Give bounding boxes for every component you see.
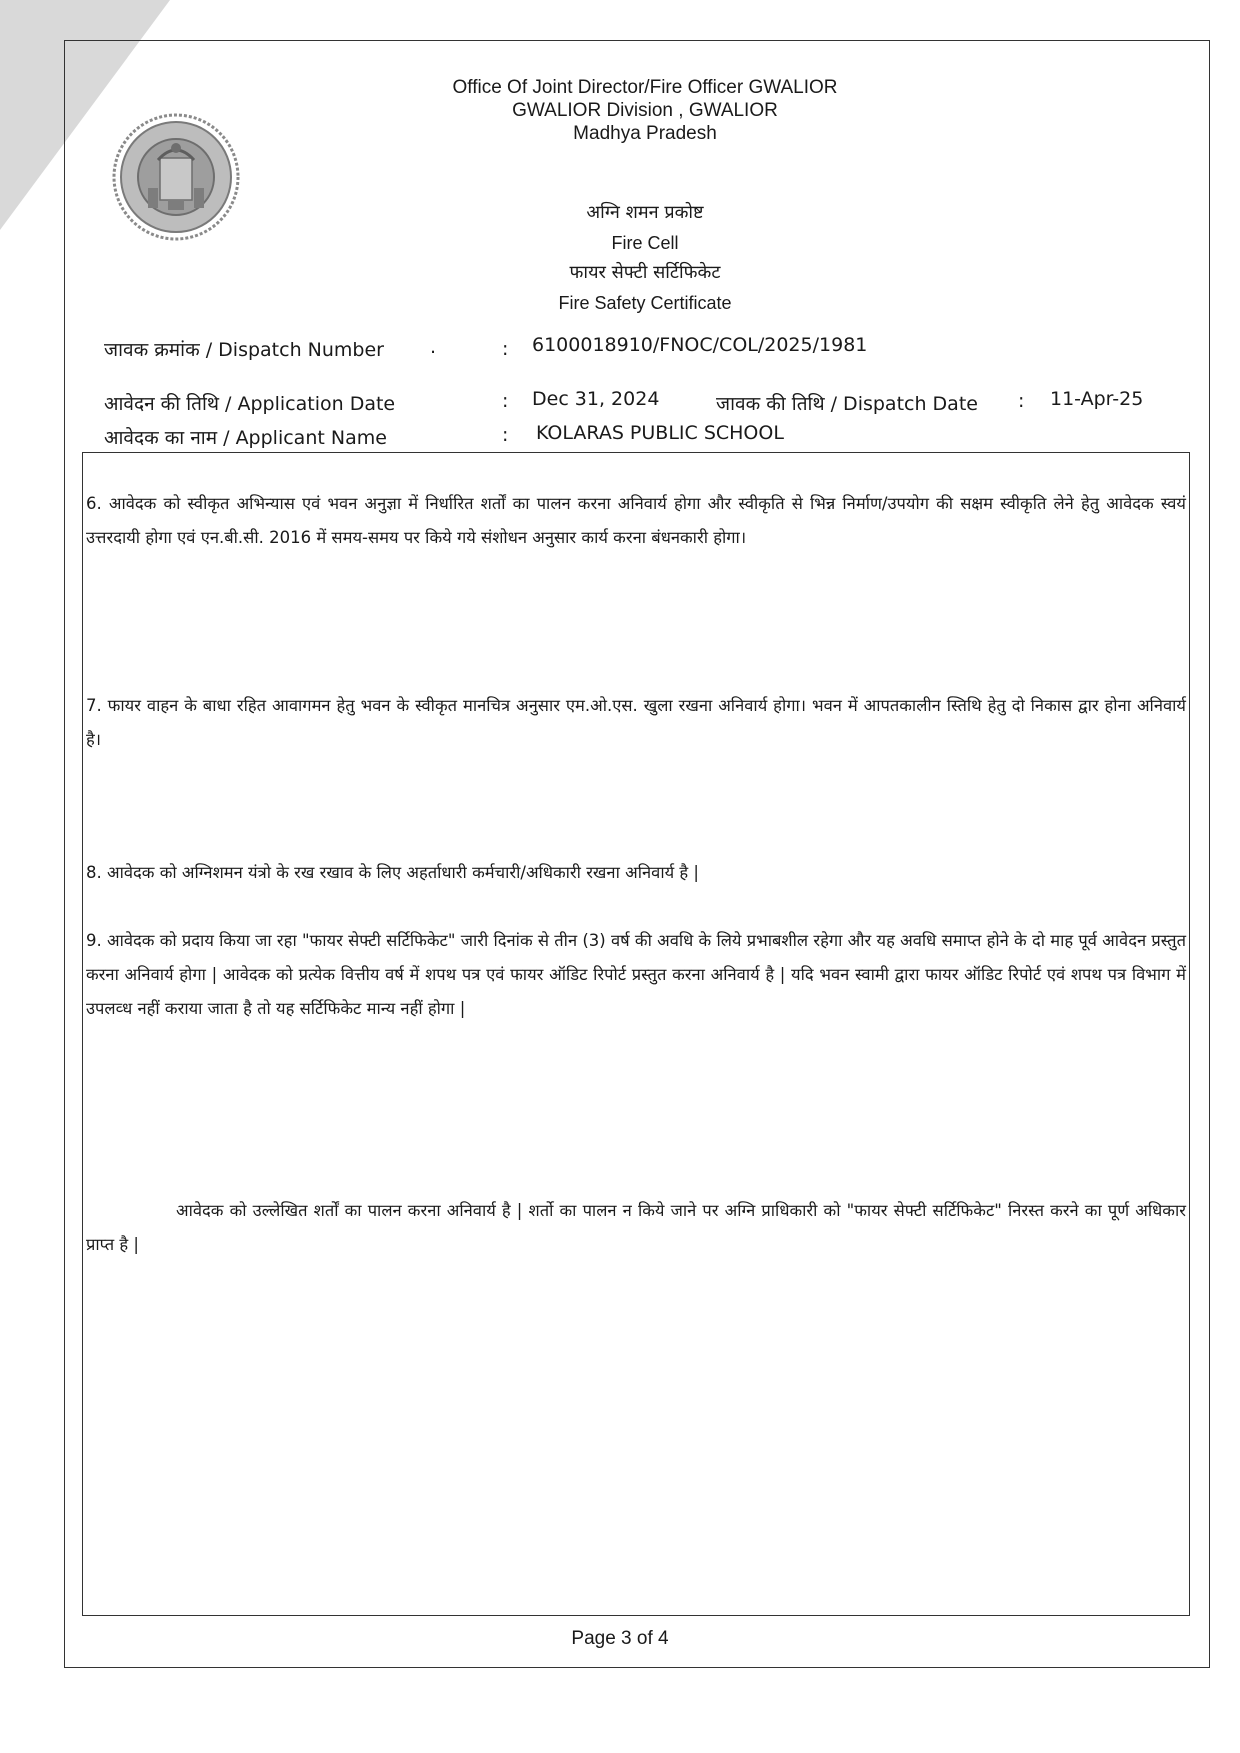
applicant-name-label: आवेदक का नाम / Applicant Name	[104, 427, 387, 449]
dispatch-number-value: 6100018910/FNOC/COL/2025/1981	[532, 334, 868, 356]
fire-cell-english: Fire Cell	[611, 233, 679, 253]
applicant-name-colon: :	[502, 424, 509, 446]
application-date-label: आवेदन की तिथि / Application Date	[104, 393, 396, 415]
dispatch-number-label: जावक क्रमांक / Dispatch Number	[104, 339, 384, 361]
issuing-office-header	[395, 76, 895, 145]
conditions-box	[82, 452, 1190, 1616]
dispatch-date-label: जावक की तिथि / Dispatch Date	[716, 393, 978, 415]
application-date-value: Dec 31, 2024	[532, 388, 660, 410]
application-date-colon: :	[502, 390, 509, 412]
dispatch-number-dot: .	[430, 336, 437, 358]
certificate-title-hindi: फायर सेफ्टी सर्टिफिकेट	[569, 262, 721, 283]
page-number: Page 3 of 4	[571, 1628, 669, 1649]
state-title: Madhya Pradesh	[573, 123, 717, 144]
closing-note: आवेदक को उल्लेखित शर्तों का पालन करना अनिवार्य है | शर्तो का पालन न किये जाने पर अग्नि प्राधिकारी को "फायर सेफ्टी सर्टिफिकेट" निरस्त करने का पूर्ण अधिकार प्राप्त है |	[86, 1201, 1186, 1254]
dispatch-date-value: 11-Apr-25	[1050, 388, 1144, 410]
certificate-title-english: Fire Safety Certificate	[558, 293, 732, 313]
certificate-heading	[445, 198, 845, 318]
office-title: Office Of Joint Director/Fire Officer GWALIOR	[452, 77, 838, 98]
condition-clause-7: 7. फायर वाहन के बाधा रहित आवागमन हेतु भवन के स्वीकृत मानचित्र अनुसार एम.ओ.एस. खुला रखना अनिवार्य होगा। भवन में आपतकालीन स्तिथि हेतु दो निकास द्वार होना अनिवार्य है।	[86, 696, 1186, 749]
condition-clause-9: 9. आवेदक को प्रदाय किया जा रहा "फायर सेफ्टी सर्टिफिकेट" जारी दिनांक से तीन (3) वर्ष की अवधि के लिये प्रभाबशील रहेगा और यह अवधि समाप्त होने के दो माह पूर्व आवेदन प्रस्तुत करना अनिवार्य होगा | आवेदक को प्रत्येक वित्तीय वर्ष में शपथ पत्र एवं फायर ऑडिट रिपोर्ट प्रस्तुत करना अनिवार्य है | यदि भवन स्वामी द्वारा फायर ऑडिट रिपोर्ट एवं शपथ पत्र विभाग में उपलव्ध नहीं कराया जाता है तो यह सर्टिफिकेट मान्य नहीं होगा |	[86, 931, 1186, 1018]
fire-cell-hindi: अग्नि शमन प्रकोष्ट	[586, 202, 704, 223]
applicant-name-value: KOLARAS PUBLIC SCHOOL	[536, 422, 784, 444]
dispatch-number-colon: :	[502, 338, 509, 360]
state-emblem-seal-icon	[110, 108, 242, 246]
condition-clause-8: 8. आवेदक को अग्निशमन यंत्रो के रख रखाव के लिए अहर्ताधारी कर्मचारी/अधिकारी रखना अनिवार्य है |	[86, 863, 699, 882]
dispatch-date-colon: :	[1018, 390, 1025, 412]
condition-clause-6: 6. आवेदक को स्वीकृत अभिन्यास एवं भवन अनुज्ञा में निर्धारित शर्तों का पालन करना अनिवार्य होगा और स्वीकृति से भिन्न निर्माण/उपयोग की सक्षम स्वीकृति लेने हेतु आवेदक स्वयं उत्तरदायी होगा एवं एन.बी.सी. 2016 में समय-समय पर किये गये संशोधन अनुसार कार्य करना बंधनकारी होगा।	[86, 494, 1186, 547]
division-title: GWALIOR Division , GWALIOR	[512, 100, 778, 121]
